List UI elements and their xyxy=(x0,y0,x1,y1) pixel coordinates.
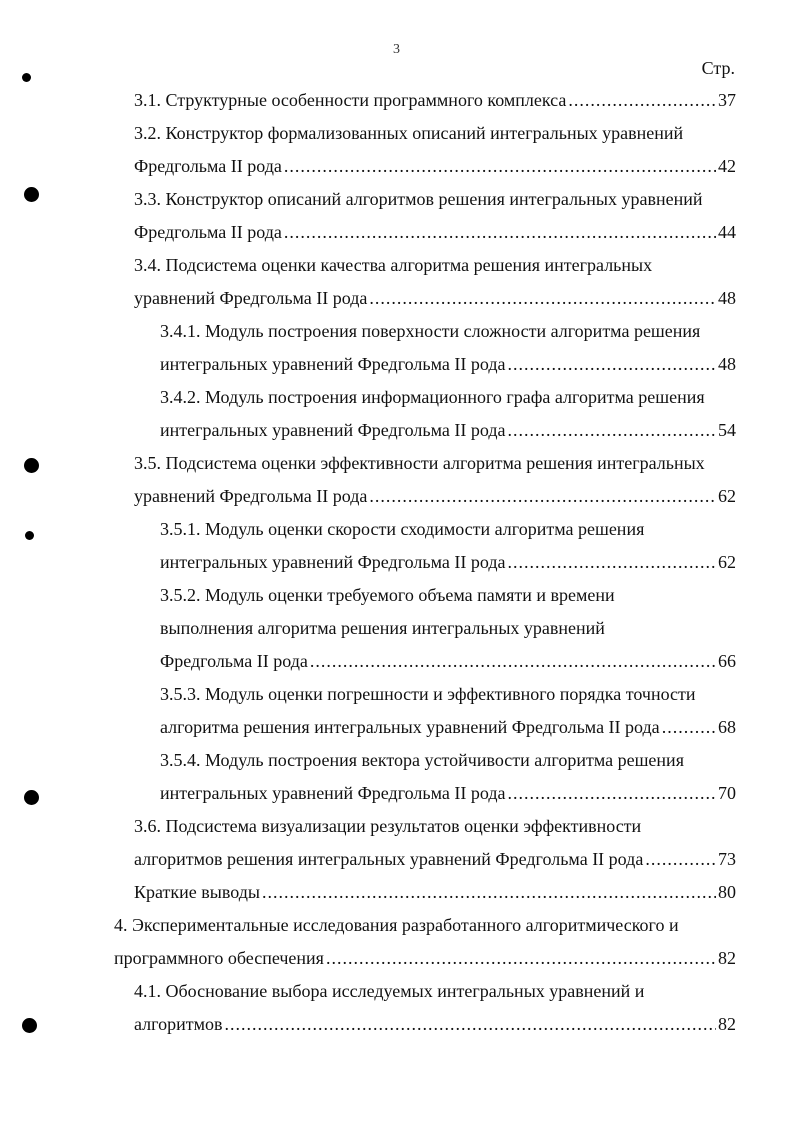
toc-entry-title: алгоритма решения интегральных уравнений Фредгольма II рода xyxy=(160,717,660,737)
toc-page-number: 54 xyxy=(718,420,736,440)
toc-line xyxy=(160,414,736,447)
toc-entry-title: Фредгольма II рода xyxy=(134,156,282,176)
toc-entry xyxy=(0,447,793,513)
toc-line xyxy=(134,282,736,315)
dot-leader xyxy=(507,348,716,381)
toc-line xyxy=(134,975,736,1008)
toc-line xyxy=(134,810,736,843)
dot-leader xyxy=(284,150,716,183)
toc-page-number: 68 xyxy=(718,717,736,737)
dot-leader xyxy=(662,711,716,744)
toc-entry-title: 3.5.2. Модуль оценки требуемого объема памяти и времени xyxy=(160,585,615,605)
toc-entry-title: 4. Экспериментальные исследования разработанного алгоритмического и xyxy=(114,915,679,935)
toc-line xyxy=(160,678,736,711)
toc-page-number: 80 xyxy=(718,882,736,902)
toc-line xyxy=(114,909,736,942)
toc-page-number: 73 xyxy=(718,849,736,869)
toc-entry xyxy=(0,744,793,810)
toc-entry-title: 3.1. Структурные особенности программного комплекса xyxy=(134,90,567,110)
toc-entry xyxy=(0,975,793,1041)
toc-entry-title: программного обеспечения xyxy=(114,948,324,968)
toc-line xyxy=(160,348,736,381)
toc-page-number: 48 xyxy=(718,288,736,308)
toc-line xyxy=(134,150,736,183)
toc-entry xyxy=(0,810,793,876)
toc-page-number: 62 xyxy=(718,486,736,506)
toc-line xyxy=(160,711,736,744)
toc-line xyxy=(134,876,736,909)
toc-entry-title: 3.4.1. Модуль построения поверхности сложности алгоритма решения xyxy=(160,321,701,341)
toc-line xyxy=(160,645,736,678)
toc-page-number: 62 xyxy=(718,552,736,572)
toc-line xyxy=(160,579,736,612)
toc-page-number: 44 xyxy=(718,222,736,242)
toc-entry-title: 3.2. Конструктор формализованных описаний интегральных уравнений xyxy=(134,123,684,143)
dot-leader xyxy=(224,1008,716,1041)
toc-page-number: 42 xyxy=(718,156,736,176)
toc-line xyxy=(160,381,736,414)
dot-leader xyxy=(262,876,716,909)
toc-entry-title: Фредгольма II рода xyxy=(160,651,308,671)
toc-line xyxy=(160,546,736,579)
toc-page-number: 37 xyxy=(718,90,736,110)
toc-line xyxy=(160,777,736,810)
toc-line xyxy=(134,183,736,216)
toc-entry xyxy=(0,315,793,381)
toc-entry-title: 3.5.4. Модуль построения вектора устойчивости алгоритма решения xyxy=(160,750,684,770)
toc-entry-title: выполнения алгоритма решения интегральных уравнений xyxy=(160,618,605,638)
toc-entry-title: 3.4. Подсистема оценки качества алгоритма решения интегральных xyxy=(134,255,653,275)
toc-line xyxy=(160,513,736,546)
toc-entry-title: алгоритмов xyxy=(134,1014,223,1034)
toc-line xyxy=(134,480,736,513)
toc-line xyxy=(134,1008,736,1041)
dot-leader xyxy=(369,282,716,315)
toc-entry-title: Фредгольма II рода xyxy=(134,222,282,242)
toc-page-number: 82 xyxy=(718,948,736,968)
toc-entry-title: уравнений Фредгольма II рода xyxy=(134,288,368,308)
toc-entry-title: 3.6. Подсистема визуализации результатов оценки эффективности xyxy=(134,816,642,836)
dot-leader xyxy=(507,546,716,579)
dot-leader xyxy=(645,843,716,876)
toc-entry xyxy=(0,84,793,117)
toc-entry xyxy=(0,909,793,975)
toc-entry-title: 3.5.1. Модуль оценки скорости сходимости алгоритма решения xyxy=(160,519,645,539)
toc-line xyxy=(134,216,736,249)
toc-line xyxy=(160,612,736,645)
toc-line xyxy=(134,117,736,150)
toc-line xyxy=(114,942,736,975)
toc-entry-title: алгоритмов решения интегральных уравнений Фредгольма II рода xyxy=(134,849,644,869)
toc-entry-title: 3.5.3. Модуль оценки погрешности и эффективного порядка точности xyxy=(160,684,696,704)
page-number: 3 xyxy=(393,42,400,57)
toc-entry-title: 3.4.2. Модуль построения информационного графа алгоритма решения xyxy=(160,387,705,407)
page-column-header: Стр. xyxy=(701,58,735,78)
toc-entry xyxy=(0,183,793,249)
toc-entry-title: 3.5. Подсистема оценки эффективности алгоритма решения интегральных xyxy=(134,453,705,473)
toc-entry xyxy=(0,579,793,678)
dot-leader xyxy=(568,84,716,117)
dot-leader xyxy=(507,414,716,447)
dot-leader xyxy=(369,480,716,513)
toc-entry xyxy=(0,249,793,315)
toc-entry xyxy=(0,117,793,183)
dot-leader xyxy=(507,777,716,810)
toc-page-number: 48 xyxy=(718,354,736,374)
toc-entry xyxy=(0,513,793,579)
toc-line xyxy=(134,249,736,282)
toc-entry-title: Краткие выводы xyxy=(134,882,260,902)
toc-entry-title: 3.3. Конструктор описаний алгоритмов решения интегральных уравнений xyxy=(134,189,703,209)
toc-line xyxy=(134,84,736,117)
toc-entry-title: интегральных уравнений Фредгольма II рода xyxy=(160,420,506,440)
toc-entry-title: 4.1. Обоснование выбора исследуемых интегральных уравнений и xyxy=(134,981,645,1001)
toc-line xyxy=(134,843,736,876)
punch-hole-icon xyxy=(22,73,31,82)
toc-entry-title: интегральных уравнений Фредгольма II рода xyxy=(160,552,506,572)
toc-page-number: 70 xyxy=(718,783,736,803)
dot-leader xyxy=(284,216,716,249)
toc-entry xyxy=(0,678,793,744)
toc-entry xyxy=(0,381,793,447)
toc-entry-title: уравнений Фредгольма II рода xyxy=(134,486,368,506)
toc-page-number: 66 xyxy=(718,651,736,671)
toc-entry-title: интегральных уравнений Фредгольма II рода xyxy=(160,354,506,374)
dot-leader xyxy=(310,645,716,678)
toc-line xyxy=(160,315,736,348)
toc-page-number: 82 xyxy=(718,1014,736,1034)
table-of-contents xyxy=(0,84,793,1041)
dot-leader xyxy=(326,942,716,975)
toc-entry xyxy=(0,876,793,909)
toc-line xyxy=(160,744,736,777)
toc-line xyxy=(134,447,736,480)
toc-entry-title: интегральных уравнений Фредгольма II рода xyxy=(160,783,506,803)
